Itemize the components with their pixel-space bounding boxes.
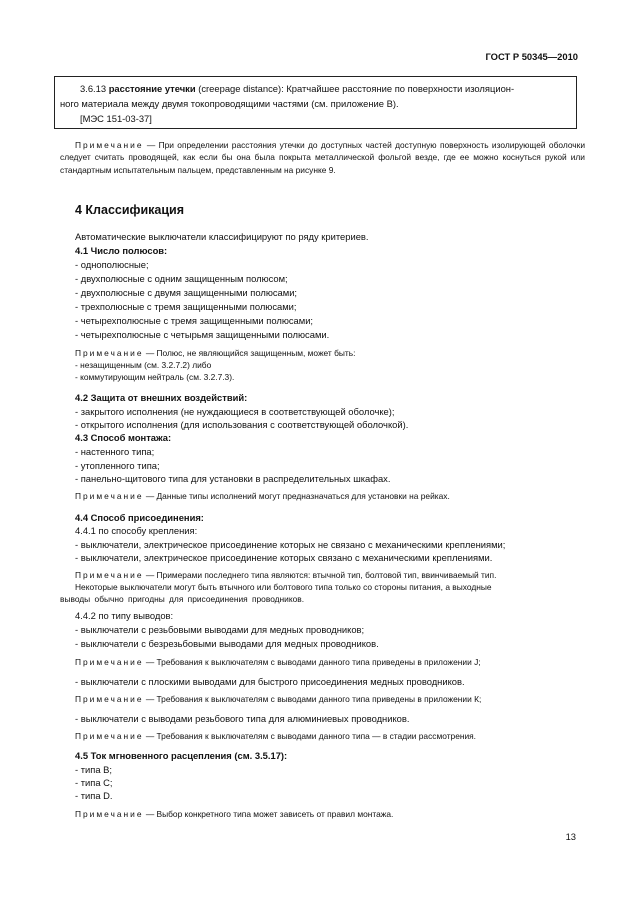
definition-term: расстояние утечки: [108, 83, 196, 94]
list-item: - типа D.: [75, 790, 113, 801]
definition-text-1: Кратчайшее расстояние по поверхности изоляцион-: [286, 83, 515, 94]
list-item: - закрытого исполнения (не нуждающиеся в соответствующей оболочке);: [75, 406, 395, 417]
subsection-4-4-heading: 4.4 Способ присоединения:: [75, 512, 204, 523]
note-continuation: выводы обычно пригодны для присоединения проводников.: [60, 594, 305, 604]
note-label: Примечание: [75, 657, 144, 667]
note-list-item: - незащищенным (см. 3.2.7.2) либо: [75, 360, 212, 370]
definition-term-en: (creepage distance):: [198, 83, 284, 94]
subsection-4-5-heading: 4.5 Ток мгновенного расцепления (см. 3.5.17):: [75, 750, 288, 761]
creepage-note: [60, 139, 585, 176]
list-item: - открытого исполнения (для использования с соответствующей оболочкой).: [75, 419, 409, 430]
list-item: - однополюсные;: [75, 259, 149, 270]
note-text: — Требования к выключателям с выводами данного типа — в стадии рассмотрения.: [145, 731, 477, 741]
list-item: - типа C;: [75, 777, 113, 788]
note-text: — Полюс, не являющийся защищенным, может быть:: [145, 348, 356, 358]
subsection-4-4-2: 4.4.2 по типу выводов:: [75, 610, 174, 621]
note-label: Примечание: [75, 809, 144, 819]
note-label: Примечание: [75, 348, 144, 358]
definition-reference: [МЭС 151-03-37]: [80, 113, 152, 124]
list-item: - выключатели с плоскими выводами для быстрого присоединения медных проводников.: [75, 676, 465, 687]
subsection-4-1-heading: 4.1 Число полюсов:: [75, 245, 168, 256]
note-4-4-1: [75, 570, 496, 581]
definition-line-2: ного материала между двумя токопроводящими частями (см. приложение В).: [60, 98, 399, 109]
list-item: - типа B;: [75, 764, 113, 775]
creepage-note-text: — При определении расстояния утечки до доступных частей доступную поверхность изолирующей оболочки следует считать проводящей, как если бы она была покрыта металлической фольгой везде, где ее можно коснуться рукой или стандартным испытательным пальцем, представленным на рисунке 9.: [60, 140, 586, 175]
note-text: — Требования к выключателям с выводами данного типа приведены в приложении J;: [145, 657, 481, 667]
list-item: - двухполюсные с одним защищенным полюсом;: [75, 273, 288, 284]
list-item: - четырехполюсные с тремя защищенными полюсами;: [75, 315, 314, 326]
note-4-5: [75, 809, 393, 820]
section-intro: Автоматические выключатели классифицируют по ряду критериев.: [75, 231, 369, 242]
list-item: - панельно-щитового типа для установки в распределительных шкафах.: [75, 473, 391, 484]
note-text: — Примерами последнего типа являются: втычной тип, болтовой тип, ввинчиваемый тип.: [145, 570, 497, 580]
definition-number: 3.6.13: [80, 83, 107, 94]
note-label: Примечание: [75, 731, 144, 741]
note-4-3: [75, 491, 450, 502]
creepage-note-label: Примечание: [75, 140, 144, 150]
list-item: - настенного типа;: [75, 446, 155, 457]
definition-line-1: [80, 82, 514, 95]
list-item: - утопленного типа;: [75, 460, 160, 471]
note-label: Примечание: [75, 570, 144, 580]
list-item: - выключатели с безрезьбовыми выводами для медных проводников.: [75, 638, 379, 649]
note-text: — Требования к выключателям с выводами данного типа приведены в приложении К;: [145, 694, 482, 704]
list-item: - трехполюсные с тремя защищенными полюсами;: [75, 301, 297, 312]
list-item: - двухполюсные с двумя защищенными полюсами;: [75, 287, 298, 298]
note-text: — Выбор конкретного типа может зависеть от правил монтажа.: [145, 809, 394, 819]
note-label: Примечание: [75, 694, 144, 704]
note-list-item: - коммутирующим нейтраль (см. 3.2.7.3).: [75, 372, 235, 382]
note-4-4-3: [75, 694, 481, 705]
note-label: Примечание: [75, 491, 144, 501]
list-item: - выключатели с резьбовыми выводами для медных проводников;: [75, 624, 365, 635]
list-item: - выключатели с выводами резьбового типа для алюминиевых проводников.: [75, 713, 410, 724]
list-item: - выключатели, электрическое присоединение которых не связано с механическими креплениями;: [75, 539, 506, 550]
note-continuation: Некоторые выключатели могут быть втычного или болтового типа только со стороны питания, а выходные: [75, 582, 492, 592]
list-item: - четырехполюсные с четырьмя защищенными полюсами.: [75, 329, 330, 340]
list-item: - выключатели, электрическое присоединение которых связано с механическими креплениями.: [75, 552, 493, 563]
note-4-4-2: [75, 657, 481, 668]
note-4-4-4: [75, 731, 476, 742]
note-text: — Данные типы исполнений могут предназначаться для установки на рейках.: [145, 491, 450, 501]
page-number: 13: [565, 831, 576, 842]
subsection-4-3-heading: 4.3 Способ монтажа:: [75, 432, 172, 443]
subsection-4-2-heading: 4.2 Защита от внешних воздействий:: [75, 392, 248, 403]
document-code: ГОСТ Р 50345—2010: [485, 51, 578, 62]
note-4-1: [75, 348, 355, 359]
section-heading: 4 Классификация: [75, 203, 185, 217]
subsection-4-4-1: 4.4.1 по способу крепления:: [75, 525, 198, 536]
